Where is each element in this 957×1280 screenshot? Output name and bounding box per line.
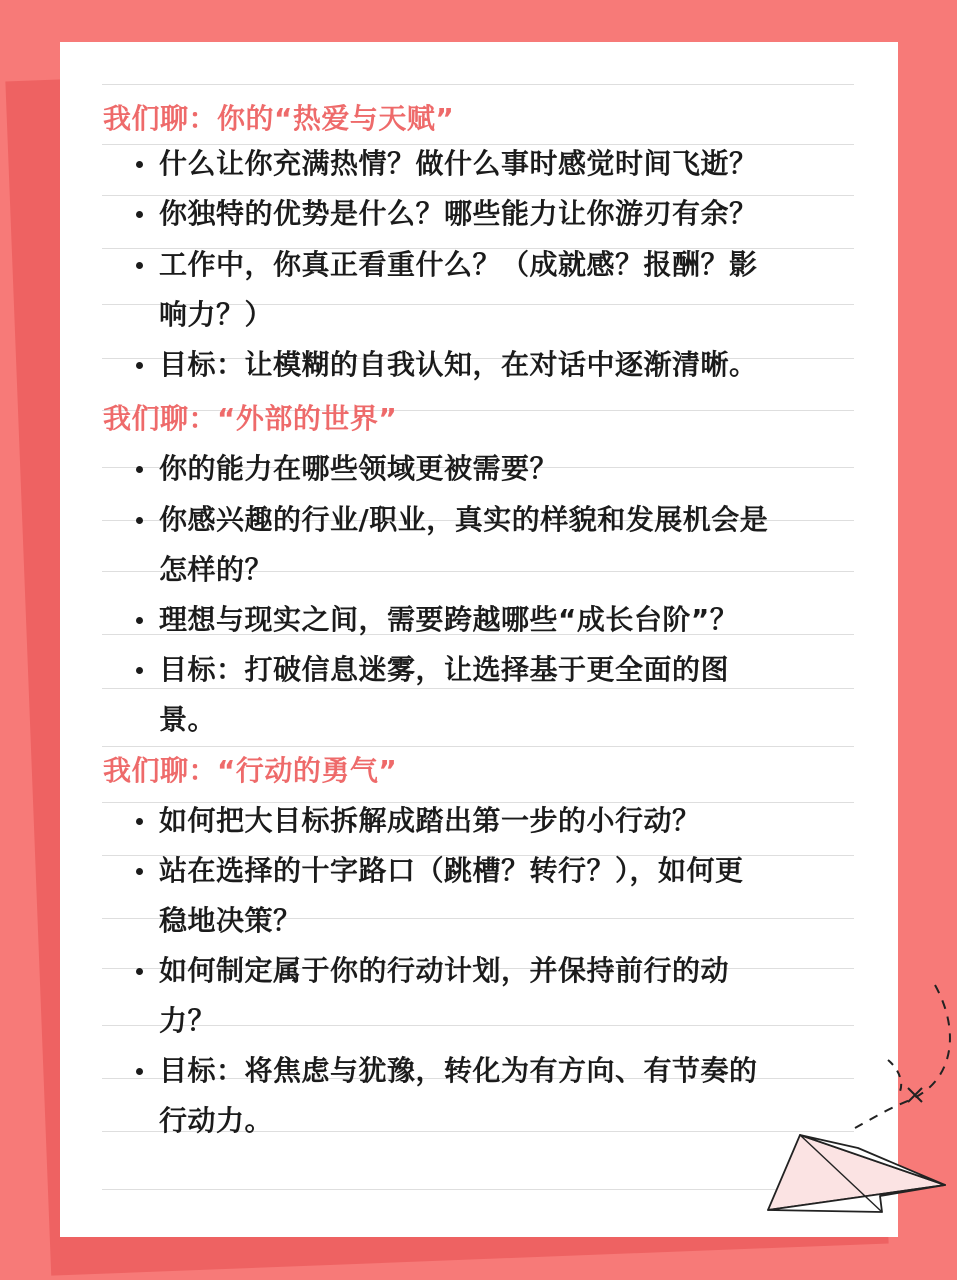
bullet-text: 你的能力在哪些领域更被需要？ bbox=[159, 452, 559, 485]
bullet-text: 怎样的？ bbox=[159, 553, 274, 586]
bullet-text: 你感兴趣的行业/职业，真实的样貌和发展机会是 bbox=[159, 503, 769, 536]
bullet-dot bbox=[136, 517, 143, 524]
bullet-item-continuation bbox=[60, 697, 898, 743]
bullet-dot bbox=[136, 1068, 143, 1075]
bullet-text: 响力？） bbox=[159, 298, 274, 331]
bullet-item bbox=[60, 141, 898, 187]
bullet-item bbox=[60, 848, 898, 894]
section-heading: 我们聊：“行动的勇气” bbox=[103, 754, 398, 787]
bullet-item-continuation bbox=[60, 547, 898, 593]
bullet-item bbox=[60, 497, 898, 543]
bullet-dot bbox=[136, 362, 143, 369]
section-heading: 我们聊：“外部的世界” bbox=[103, 402, 398, 435]
bullet-text: 目标：打破信息迷雾，让选择基于更全面的图 bbox=[159, 653, 730, 686]
bullet-text: 如何把大目标拆解成踏出第一步的小行动？ bbox=[159, 804, 701, 837]
bullet-text: 你独特的优势是什么？哪些能力让你游刃有余？ bbox=[159, 197, 758, 230]
bullet-text: 如何制定属于你的行动计划，并保持前行的动 bbox=[159, 954, 730, 987]
bullet-item-continuation bbox=[60, 898, 898, 944]
bullet-text: 行动力。 bbox=[159, 1104, 274, 1137]
bullet-text: 景。 bbox=[159, 703, 217, 736]
bullet-dot bbox=[136, 667, 143, 674]
bullet-item-continuation bbox=[60, 292, 898, 338]
bullet-text: 什么让你充满热情？做什么事时感觉时间飞逝？ bbox=[159, 147, 758, 180]
bullet-item bbox=[60, 446, 898, 492]
section-heading: 我们聊：你的“热爱与天赋” bbox=[103, 102, 455, 135]
bullet-text: 目标：将焦虑与犹豫，转化为有方向、有节奏的 bbox=[159, 1054, 758, 1087]
bullet-dot bbox=[136, 161, 143, 168]
bullet-dot bbox=[136, 262, 143, 269]
bullet-item bbox=[60, 191, 898, 237]
bullet-dot bbox=[136, 818, 143, 825]
bullet-item bbox=[60, 342, 898, 388]
bullet-text: 力？ bbox=[159, 1004, 217, 1037]
paper-plane-icon bbox=[760, 970, 957, 1230]
bullet-text: 稳地决策？ bbox=[159, 904, 302, 937]
bullet-text: 理想与现实之间，需要跨越哪些“成长台阶”？ bbox=[159, 603, 739, 636]
bullet-dot bbox=[136, 617, 143, 624]
bullet-text: 目标：让模糊的自我认知，在对话中逐渐清晰。 bbox=[159, 348, 758, 381]
bullet-item bbox=[60, 242, 898, 288]
bullet-dot bbox=[136, 968, 143, 975]
bullet-dot bbox=[136, 466, 143, 473]
bullet-dot bbox=[136, 868, 143, 875]
bullet-item bbox=[60, 647, 898, 693]
bullet-item bbox=[60, 597, 898, 643]
bullet-text: 站在选择的十字路口（跳槽？转行？），如何更 bbox=[159, 854, 744, 887]
bullet-dot bbox=[136, 211, 143, 218]
bullet-item bbox=[60, 798, 898, 844]
bullet-text: 工作中，你真正看重什么？（成就感？报酬？影 bbox=[159, 248, 758, 281]
